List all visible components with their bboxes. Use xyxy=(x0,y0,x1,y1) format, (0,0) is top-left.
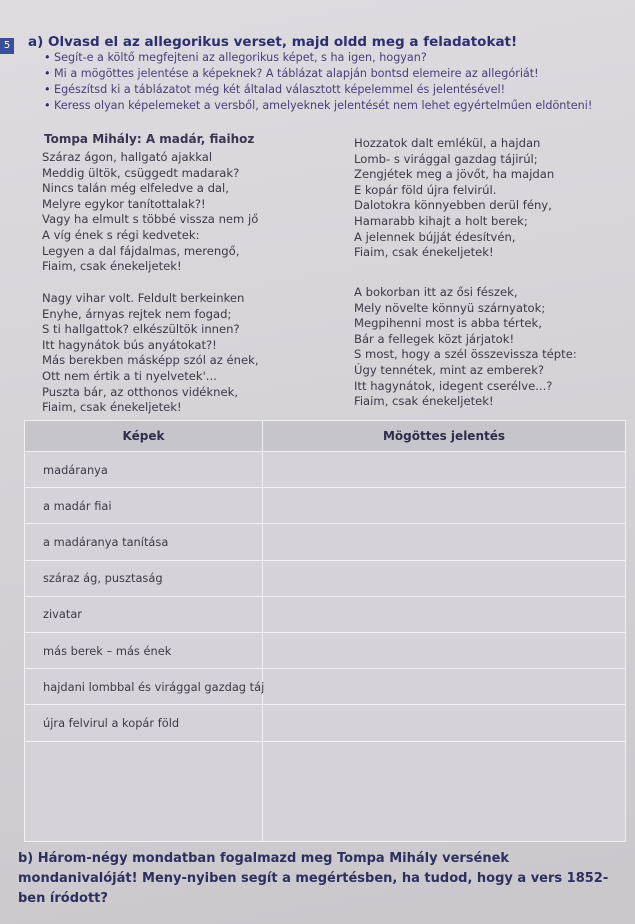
table-row-blank xyxy=(25,741,626,841)
header-images: Képek xyxy=(25,421,263,452)
image-cell: újra felvirul a kopár föld xyxy=(25,705,263,741)
poem-line: Melyre egykor tanítottalak?! xyxy=(42,196,206,211)
poem-line: Legyen a dal fájdalmas, merengő, xyxy=(42,243,240,258)
image-cell: a madáranya tanítása xyxy=(25,524,263,560)
image-cell-empty xyxy=(25,741,263,841)
table-row xyxy=(25,488,626,524)
task-bullet: • Segít-e a költő megfejteni az allegorikus képet, s ha igen, hogyan? xyxy=(44,50,632,66)
poem-line: Hozzatok dalt emlékül, a hajdan xyxy=(354,136,541,150)
poem-line: Fiaim, csak énekeljetek! xyxy=(354,394,494,409)
poem-stanza-3 xyxy=(42,291,259,416)
header-meaning: Mögöttes jelentés xyxy=(263,421,626,452)
task-a-heading: a) Olvasd el az allegorikus verset, majd oldd meg a feladatokat! xyxy=(28,34,518,50)
poem-line: Megpihenni most is abba tértek, xyxy=(354,316,542,331)
poem-line: Puszta bár, az otthonos vidéknek, xyxy=(42,384,239,399)
poem-line: A víg ének s régi kedvetek: xyxy=(42,227,200,242)
poem-line: Fiaim, csak énekeljetek! xyxy=(354,245,494,260)
meaning-cell xyxy=(263,705,626,741)
task-bullet: • Keress olyan képelemeket a versből, amelyeknek jelentését nem lehet egyértelműen eldönteni! xyxy=(44,98,632,114)
poem-line: Fiaim, csak énekeljetek! xyxy=(42,400,182,415)
meaning-cell xyxy=(263,524,626,560)
poem-line: Mely növelte könnyü szárnyatok; xyxy=(354,300,546,315)
poem-line: Más berekben másképp szól az ének, xyxy=(42,353,259,368)
poem-line: A jelennek bújját édesítvén, xyxy=(354,229,516,244)
poem-line: Meddig ültök, csüggedt madarak? xyxy=(42,165,240,180)
meaning-cell xyxy=(263,452,626,488)
task-a-bullet-list xyxy=(44,50,632,114)
poem-line: A bokorban itt az ősi fészek, xyxy=(354,285,518,299)
poem-line: S ti hallgattok? elkészültök innen? xyxy=(42,322,240,337)
image-cell: madáranya xyxy=(25,452,263,488)
poem-line: Száraz ágon, hallgató ajakkal xyxy=(42,150,213,164)
allegory-table xyxy=(24,420,626,842)
poem-line: Úgy tennétek, mint az emberek? xyxy=(354,362,545,377)
poem-line: Nagy vihar volt. Feldult berkeinken xyxy=(42,291,245,305)
poem-line: Itt hagynátok bús anyátokat?! xyxy=(42,337,217,352)
meaning-cell xyxy=(263,488,626,524)
table-row xyxy=(25,452,626,488)
poem-title: Tompa Mihály: A madár, fiaihoz xyxy=(44,132,255,146)
poem-line: Lomb- s virággal gazdag tájirúl; xyxy=(354,151,538,166)
task-bullet: • Mi a mögöttes jelentése a képeknek? A táblázat alapján bontsd elemeire az allegóriát! xyxy=(44,66,632,82)
poem-line: Itt hagynátok, idegent cserélve...? xyxy=(354,378,553,393)
section-number-badge: 5 xyxy=(0,38,14,54)
table-row xyxy=(25,560,626,596)
meaning-cell xyxy=(263,560,626,596)
poem-line: Fiaim, csak énekeljetek! xyxy=(42,259,182,274)
poem-stanza-1 xyxy=(42,150,258,275)
table-row xyxy=(25,669,626,705)
poem-line: Enyhe, árnyas rejtek nem fogad; xyxy=(42,306,232,321)
poem-line: Bár a fellegek közt járjatok! xyxy=(354,331,515,346)
poem-stanza-4 xyxy=(354,285,577,410)
table-header-row xyxy=(25,421,626,452)
image-cell: a madár fiai xyxy=(25,488,263,524)
poem-line: Ott nem értik a ti nyelvetek'... xyxy=(42,368,217,383)
meaning-cell xyxy=(263,669,626,705)
poem-line: E kopár föld újra felvirúl. xyxy=(354,182,497,197)
image-cell: zivatar xyxy=(25,596,263,632)
meaning-cell xyxy=(263,633,626,669)
poem-line: Hamarabb kihajt a holt berek; xyxy=(354,213,528,228)
poem-line: S most, hogy a szél összevissza tépte: xyxy=(354,347,577,362)
poem-line: Dalotokra könnyebben derül fény, xyxy=(354,198,552,213)
poem-line: Nincs talán még elfeledve a dal, xyxy=(42,181,229,196)
meaning-cell-empty xyxy=(263,741,626,841)
table-row xyxy=(25,705,626,741)
poem-stanza-2 xyxy=(354,136,554,261)
image-cell: száraz ág, pusztaság xyxy=(25,560,263,596)
table-row xyxy=(25,633,626,669)
task-b-text: b) Három-négy mondatban fogalmazd meg Tompa Mihály versének mondanivalóját! Meny-nyiben segít a megértésben, ha tudod, hogy a vers 1852-ben íródott? xyxy=(18,851,609,906)
table-row xyxy=(25,596,626,632)
poem-line: Zengjétek meg a jövőt, ha majdan xyxy=(354,167,555,182)
table-row xyxy=(25,524,626,560)
image-cell: más berek – más ének xyxy=(25,633,263,669)
image-cell: hajdani lombbal és virággal gazdag táj xyxy=(25,669,263,705)
meaning-cell xyxy=(263,596,626,632)
poem-line: Vagy ha elmult s többé vissza nem jő xyxy=(42,212,259,227)
task-bullet: • Egészítsd ki a táblázatot még két általad választott képelemmel és jelentésével! xyxy=(44,82,632,98)
